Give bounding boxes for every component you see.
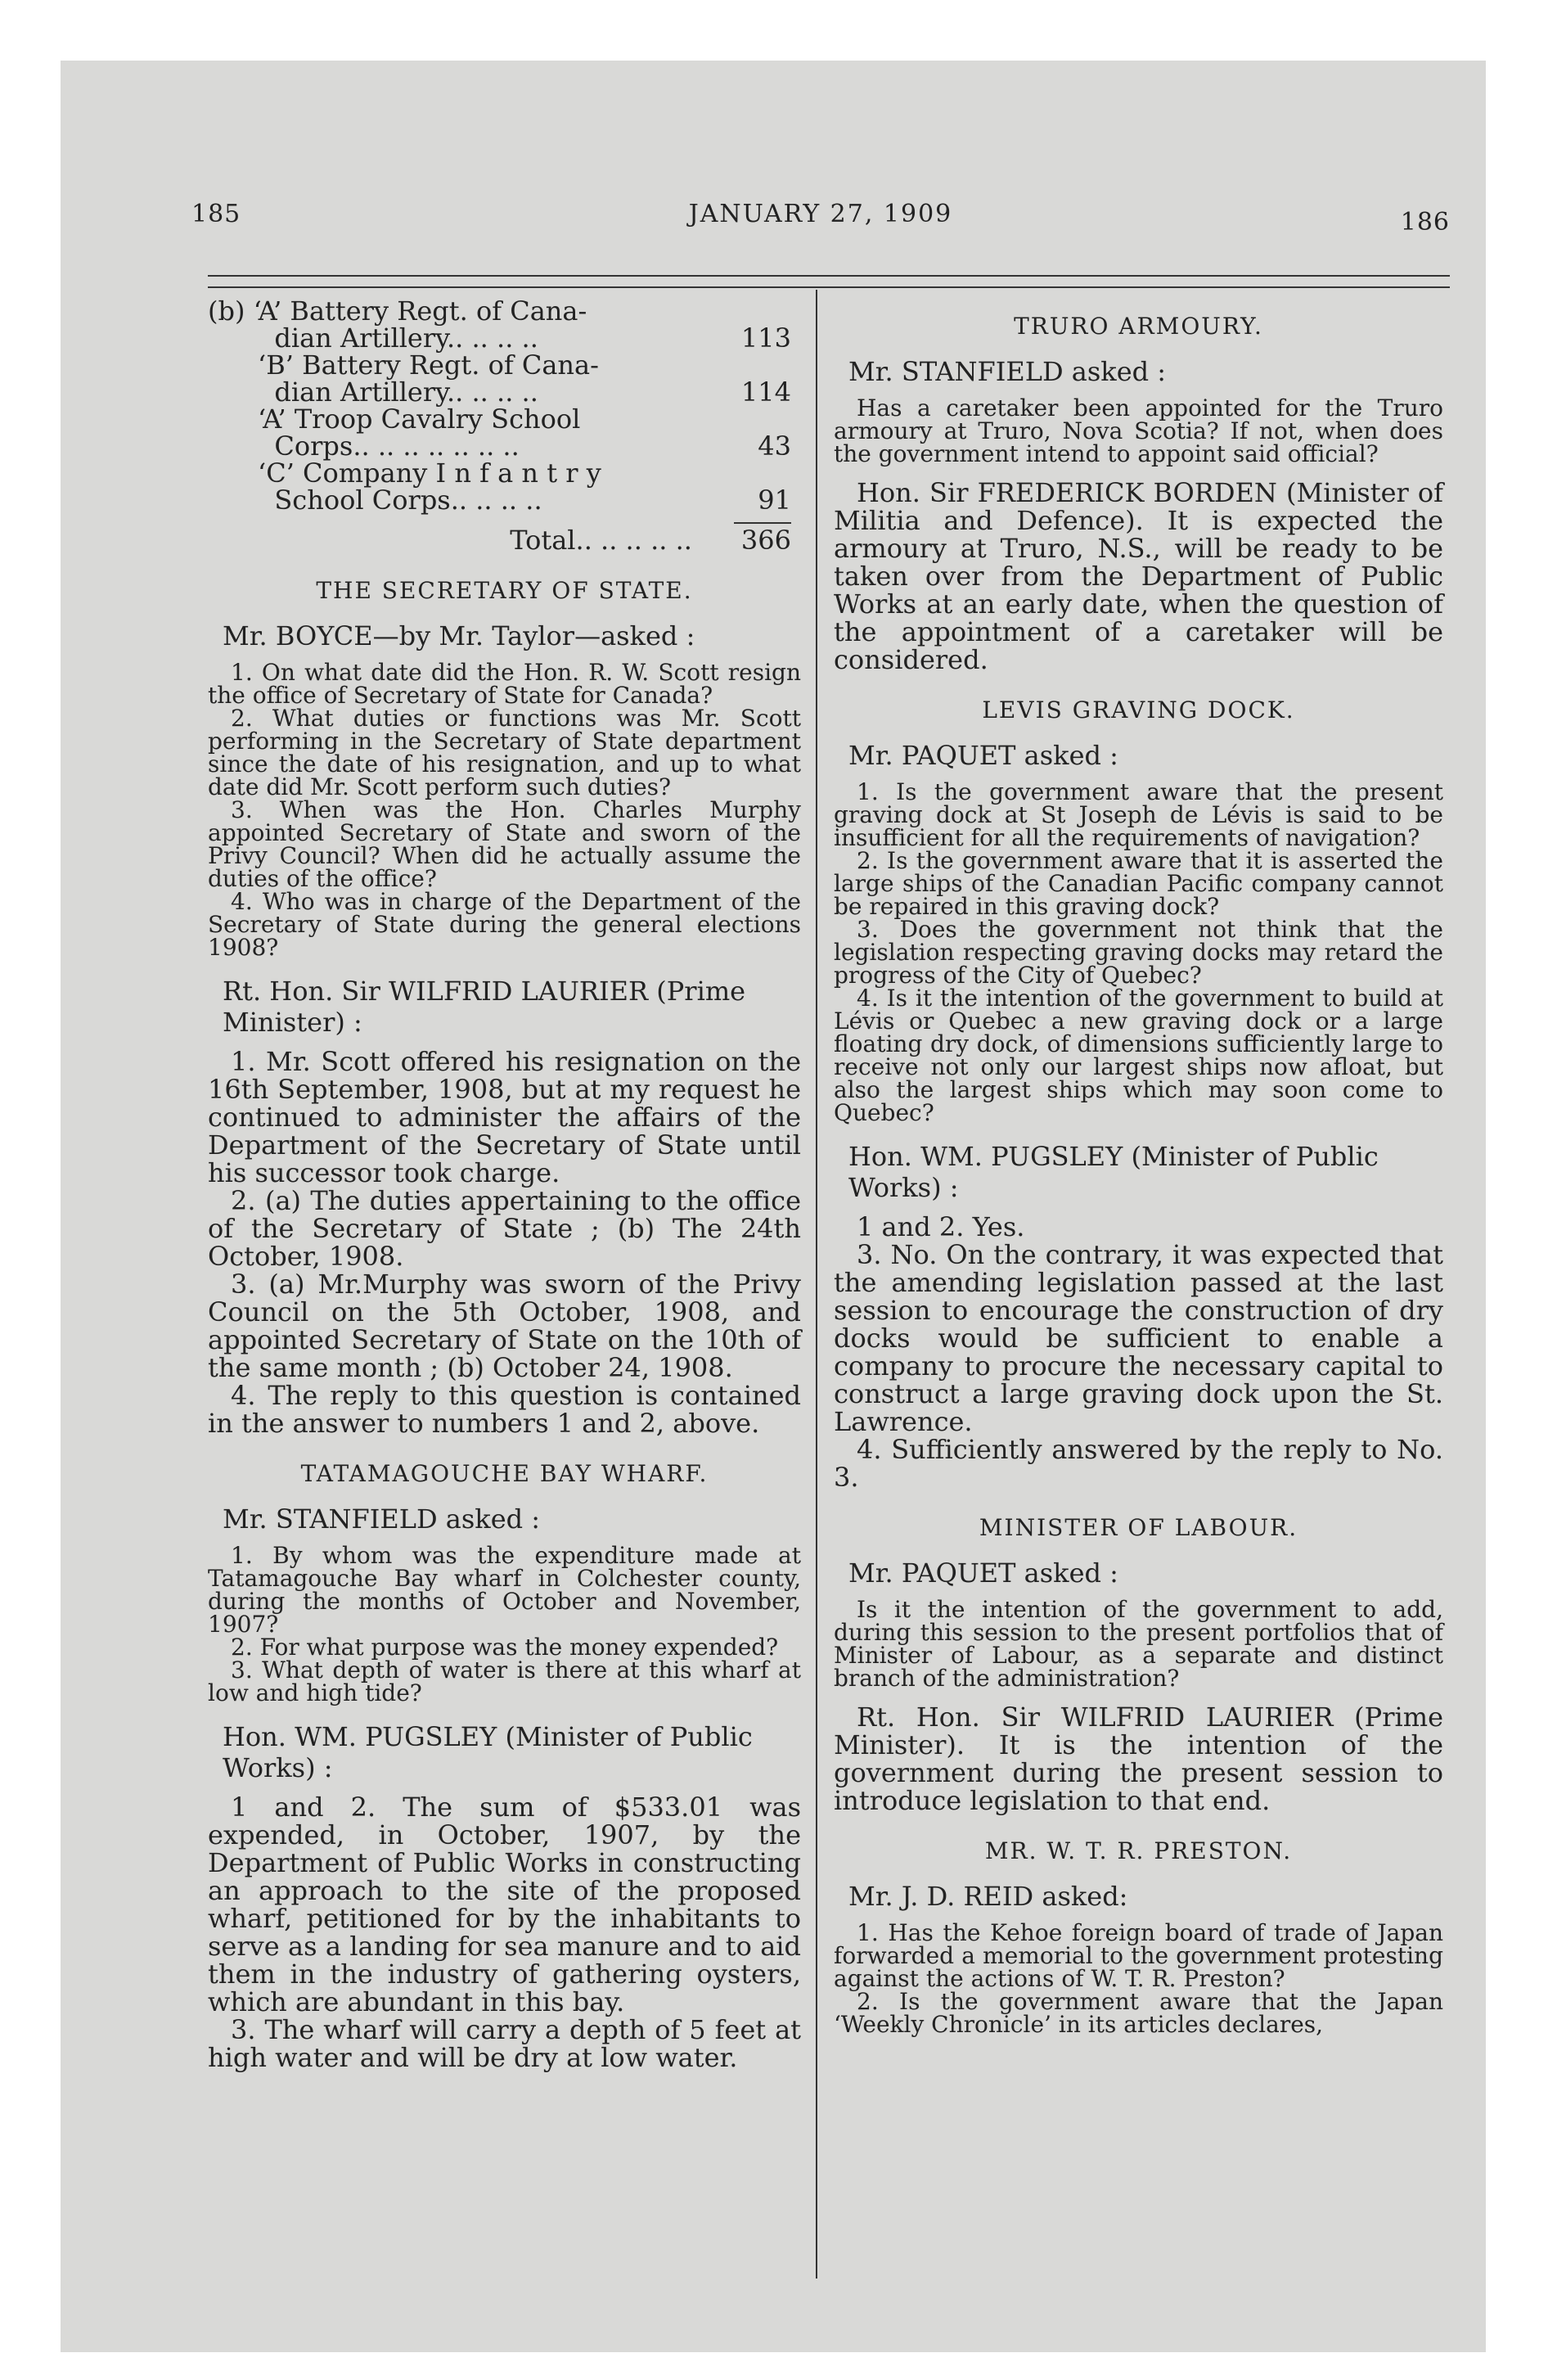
- question: Has a caretaker been appointed for the Truro armoury at Truro, Nova Scotia? If not, when does the government intend to appoint said official?: [834, 394, 1443, 467]
- answer: 1. Mr. Scott offered his resignation on the 16th September, 1908, but at my request he continued to administer the affairs of the Department of the Secretary of State until his successor took charge.: [208, 1046, 801, 1188]
- question: 1. Has the Kehoe foreign board of trade of Japan forwarded a memorial to the government protesting against the actions of W. T. R. Preston?: [834, 1919, 1443, 1992]
- answer: 1 and 2. Yes.: [857, 1211, 1025, 1242]
- section-heading: LEVIS GRAVING DOCK.: [982, 696, 1295, 723]
- section-heading: THE SECRETARY OF STATE.: [316, 577, 693, 604]
- battery-total: Total.. .. .. .. .. 366: [510, 525, 791, 556]
- answer: 2. (a) The duties appertaining to the office of the Secretary of State ; (b) The 24th October, 1908.: [208, 1185, 801, 1272]
- battery-row: School Corps.. .. .. .. 91: [208, 485, 791, 516]
- question: 2. Is the government aware that the Japan ‘Weekly Chronicle’ in its articles declares,: [834, 1988, 1443, 2038]
- battery-row: (b) ‘A’ Battery Regt. of Cana-: [208, 295, 587, 327]
- question: 2. What duties or functions was Mr. Scott performing in the Secretary of State department since the date of his resignation, and up to what date did Mr. Scott perform such duties?: [208, 705, 801, 800]
- question: 2. Is the government aware that it is asserted the large ships of the Canadian Pacific company cannot be repaired in this graving dock?: [834, 847, 1443, 920]
- right-column: [834, 298, 1443, 2036]
- question: 1. On what date did the Hon. R. W. Scott resign the office of Secretary of State for Canada?: [208, 659, 801, 709]
- questioner: Mr. PAQUET asked :: [848, 740, 1118, 771]
- question: Is it the intention of the government to add, during this session to the present portfolios that of Minister of Labour, as a separate and distinct branch of the administration?: [834, 1596, 1443, 1692]
- question: 3. What depth of water is there at this wharf at low and high tide?: [208, 1657, 801, 1706]
- questioner: Mr. PAQUET asked :: [848, 1557, 1118, 1589]
- page-number-right: 186: [1400, 208, 1450, 237]
- questioner: Mr. J. D. REID asked:: [848, 1881, 1128, 1912]
- header-double-rule: [208, 275, 1450, 288]
- battery-table: [208, 295, 801, 556]
- battery-row: Corps.. .. .. .. .. .. .. 43: [208, 430, 791, 462]
- question: 3. Does the government not think that the legislation respecting graving docks may retard the progress of the City of Quebec?: [834, 916, 1443, 989]
- battery-row: dian Artillery.. .. .. .. 113: [208, 322, 791, 354]
- answer: 1 and 2. The sum of $533.01 was expended, in October, 1907, by the Department of Public Works in constructing an approach to the site of the proposed wharf, petitioned for by the inhabitants to serve as a landing for sea manure and to aid them in the industry of gathering oysters, which are abundant in this bay.: [208, 1792, 801, 2017]
- section-heading: MINISTER OF LABOUR.: [979, 1514, 1298, 1541]
- questioner: Mr. STANFIELD asked :: [223, 1503, 541, 1535]
- question: 1. Is the government aware that the present graving dock at St Joseph de Lévis is said to be insufficient for all the requirements of navigation?: [834, 778, 1443, 851]
- question: 4. Who was in charge of the Department of the Secretary of State during the general elections 1908?: [208, 888, 801, 961]
- section-heading: TATAMAGOUCHE BAY WHARF.: [300, 1460, 709, 1487]
- battery-row: ‘B’ Battery Regt. of Cana-: [208, 349, 599, 381]
- respondent: Hon. WM. PUGSLEY (Minister of Public Works) :: [223, 1721, 753, 1783]
- question: 1. By whom was the expenditure made at Tatamagouche Bay wharf in Colchester county, during the months of October and November, 1907?: [208, 1542, 801, 1638]
- answer: 3. (a) Mr.Murphy was sworn of the Privy Council on the 5th October, 1908, and appointed Secretary of State on the 10th of the same month ; (b) October 24, 1908.: [208, 1269, 801, 1383]
- hansard-page: [191, 183, 1450, 2279]
- left-column: [208, 295, 801, 2073]
- question: 2. For what purpose was the money expended?: [231, 1634, 779, 1661]
- battery-row: dian Artillery.. .. .. .. 114: [208, 376, 791, 408]
- questioner: Mr. STANFIELD asked :: [848, 356, 1167, 387]
- total-rule: [734, 522, 791, 524]
- page-number-left: 185: [191, 200, 241, 228]
- question: 3. When was the Hon. Charles Murphy appointed Secretary of State and sworn of the Privy Council? When did he actually assume the duties of the office?: [208, 796, 801, 892]
- respondent: Rt. Hon. Sir WILFRID LAURIER (Prime Minister) :: [223, 976, 746, 1038]
- answer: 4. The reply to this question is contained in the answer to numbers 1 and 2, above.: [208, 1380, 801, 1439]
- answer: 3. The wharf will carry a depth of 5 feet at high water and will be dry at low water.: [208, 2014, 801, 2073]
- answer: Rt. Hon. Sir WILFRID LAURIER (Prime Minister). It is the intention of the government during the present session to introduce legislation to that end.: [834, 1702, 1443, 1816]
- column-divider: [816, 290, 817, 2279]
- scanned-page: [61, 61, 1486, 2352]
- questioner: Mr. BOYCE—by Mr. Taylor—asked :: [223, 620, 695, 651]
- battery-row: ‘A’ Troop Cavalry School: [208, 403, 581, 435]
- answer: 4. Sufficiently answered by the reply to No. 3.: [834, 1434, 1443, 1493]
- battery-row: ‘C’ Company I n f a n t r y: [208, 458, 601, 489]
- answer: 3. No. On the contrary, it was expected that the amending legislation passed at the last session to encourage the construction of dry docks would be sufficient to enable a company to procure the necessary capital to construct a large graving dock upon the St. Lawrence.: [834, 1239, 1443, 1437]
- section-heading: TRURO ARMOURY.: [1014, 313, 1263, 340]
- answer: Hon. Sir FREDERICK BORDEN (Minister of Militia and Defence). It is expected the armoury at Truro, N.S., will be ready to be taken over from the Department of Public Works at an early date, when the question of the appointment of a caretaker will be considered.: [834, 477, 1443, 675]
- page-date: JANUARY 27, 1909: [688, 200, 953, 228]
- respondent: Hon. WM. PUGSLEY (Minister of Public Works) :: [848, 1141, 1379, 1203]
- page-header: [191, 183, 1450, 237]
- question: 4. Is it the intention of the government to build at Lévis or Quebec a new graving dock or a large floating dry dock, of dimensions sufficiently large to receive not only our largest ships now afloat, but also the largest ships which may soon come to Quebec?: [834, 985, 1443, 1126]
- section-heading: MR. W. T. R. PRESTON.: [984, 1837, 1293, 1864]
